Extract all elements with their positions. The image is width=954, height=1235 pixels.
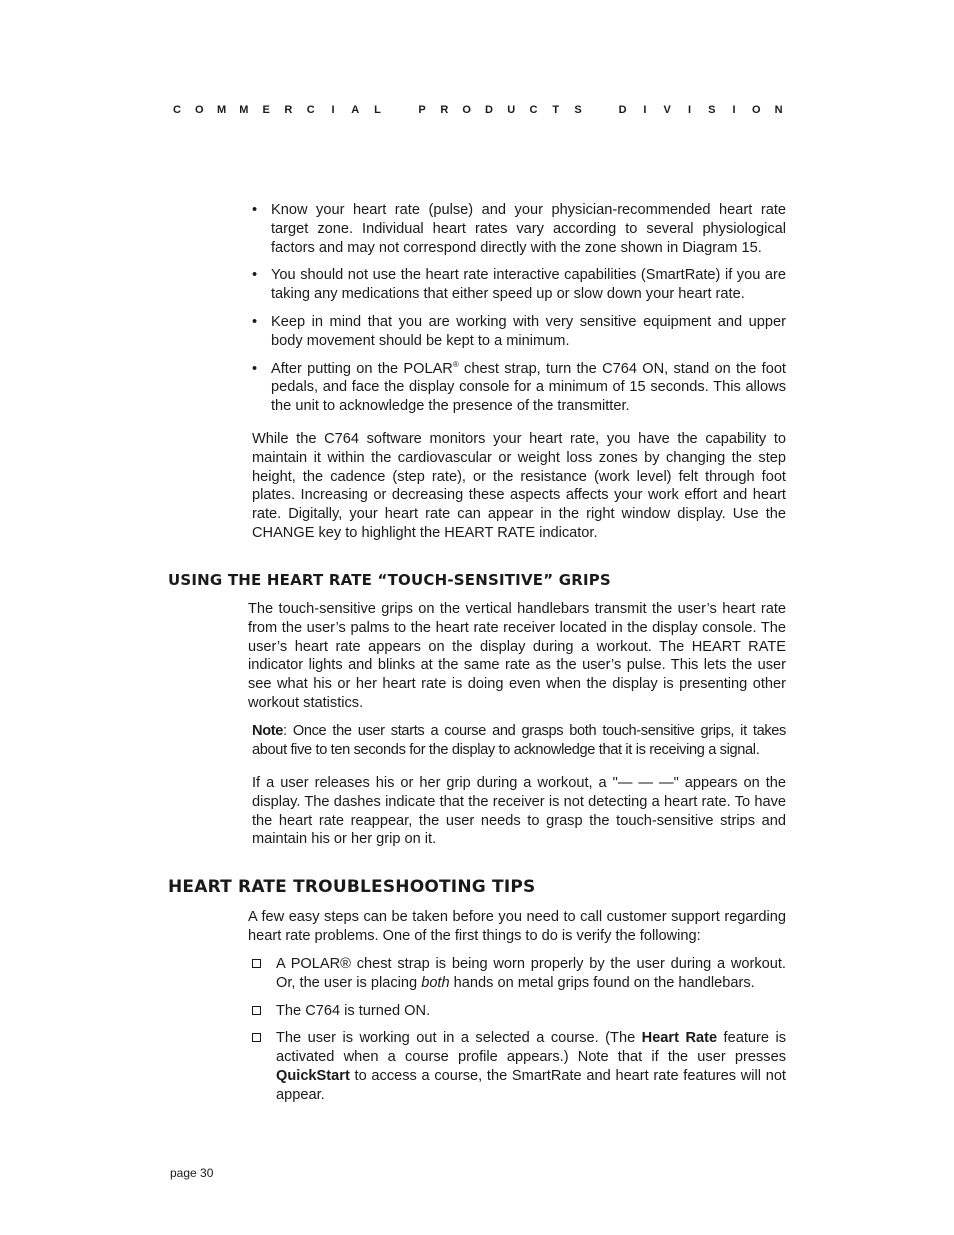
- grips-paragraph: The touch-sensitive grips on the vertical handlebars transmit the user’s heart rate from the user’s palms to the heart rate receiver located in the display console. The user’s heart rate appears on the display during a workout. The HEART RATE indicator lights and blinks at the same rate as the user’s pulse. This lets the user see what his or her heart rate is doing even when the display is presenting other workout statistics.: [248, 601, 786, 711]
- note-text: : Once the user starts a course and grasps both touch-sensitive grips, it takes about five to ten seconds for the display to acknowledge that it is receiving a signal.: [252, 723, 786, 758]
- header-letter: A: [351, 104, 360, 116]
- checklist-item: [252, 1002, 786, 1021]
- list-item-text: You should not use the heart rate interactive capabilities (SmartRate) if you are taking any medications that either speed up or slow down your heart rate.: [271, 267, 786, 303]
- checkbox-icon: [252, 959, 261, 968]
- section-heading-tips: HEART RATE TROUBLESHOOTING TIPS: [168, 877, 536, 897]
- list-item-text: Know your heart rate (pulse) and your physician-recommended heart rate target zone. Individual heart rates vary according to several physiological factors and may not correspond directly with the zone shown in Diagram 15.: [271, 202, 786, 256]
- checklist-text: A POLAR® chest strap is being worn properly by the user during a workout. Or, the user is placing: [276, 956, 786, 991]
- header-letter: P: [418, 104, 426, 116]
- header-letter: C: [529, 104, 538, 116]
- list-item-text: Keep in mind that you are working with very sensitive equipment and upper body movement should be kept to a minimum.: [271, 313, 786, 349]
- emphasis-text: both: [421, 974, 450, 991]
- list-item: • After putting on the POLAR® chest strap, turn the C764 ON, stand on the foot pedals, and face the display console for a minimum of 15 seconds. This allows the unit to acknowledge the presence of the transmitter.: [252, 359, 786, 415]
- checkbox-icon: [252, 1006, 261, 1015]
- checklist-text: to access a course, the SmartRate and heart rate features will not appear.: [276, 1067, 786, 1103]
- checkbox-icon: [252, 1033, 261, 1042]
- monitor-paragraph: While the C764 software monitors your heart rate, you have the capability to maintain it within the cardiovascular or weight loss zones by changing the step height, the cadence (step rate), or the resistance (work level) felt through foot plates. Increasing or decreasing these aspects affects your work effort and heart rate. Digitally, your heart rate can appear in the right window display. Use the CHANGE key to highlight the HEART RATE indicator.: [252, 431, 786, 541]
- list-item-text: After putting on the POLAR: [271, 360, 453, 377]
- header-letter: I: [643, 104, 647, 116]
- header-letter: D: [618, 104, 627, 116]
- header-letter: I: [331, 104, 335, 116]
- list-item: • You should not use the heart rate interactive capabilities (SmartRate) if you are taking any medications that either speed up or slow down your heart rate.: [252, 267, 786, 303]
- header-letter: O: [462, 104, 471, 116]
- header-letter: C: [173, 104, 181, 116]
- checklist-item: [252, 955, 786, 993]
- grip-release-paragraph: If a user releases his or her grip during a workout, a "— — —" appears on the display. The dashes indicate that the receiver is not detecting a heart rate. To have the heart rate reappear, the user needs to grasp the touch-sensitive strips and maintain his or her grip on it.: [252, 775, 786, 848]
- header-letter: M: [239, 104, 249, 116]
- header-letter: D: [484, 104, 493, 116]
- section-heading-grips: USING THE HEART RATE “TOUCH-SENSITIVE” GRIPS: [168, 571, 611, 589]
- list-item-text: chest strap, turn the C764 ON, stand on the foot pedals, and face the display console for a minimum of 15 seconds. This allows the unit to acknowledge the presence of the transmitter.: [271, 360, 786, 415]
- header-letter: S: [574, 104, 582, 116]
- list-item: • Keep in mind that you are working with very sensitive equipment and upper body movement should be kept to a minimum.: [252, 313, 786, 349]
- checklist-text: feature is activated when a course profile appears.) Note that if the user presses: [276, 1030, 786, 1066]
- note-paragraph: [252, 722, 786, 760]
- header-letter: I: [732, 104, 736, 116]
- header-letter: U: [507, 104, 516, 116]
- bold-text: Heart Rate: [641, 1030, 718, 1047]
- list-item: • Know your heart rate (pulse) and your physician-recommended heart rate target zone. Individual heart rates vary according to several physiological factors and may not correspond directly with the zone shown in Diagram 15.: [252, 202, 786, 256]
- header-letter: S: [708, 104, 716, 116]
- header-letter: E: [262, 104, 270, 116]
- registered-mark: ®: [452, 359, 459, 369]
- tips-intro-paragraph: A few easy steps can be taken before you need to call customer support regarding heart rate problems. One of the first things to do is verify the following:: [248, 909, 786, 944]
- header-letter: N: [774, 104, 783, 116]
- checklist-text: The C764 is turned ON.: [276, 1002, 431, 1019]
- header-letter: O: [752, 104, 761, 116]
- page-number: page 30: [170, 1166, 214, 1180]
- note-label: Note: [252, 723, 284, 739]
- header-letter: R: [284, 104, 293, 116]
- header-letter: V: [663, 104, 671, 116]
- header-letter: C: [306, 104, 315, 116]
- precaution-list: [252, 201, 786, 425]
- header-letter: R: [440, 104, 449, 116]
- checklist-item: [252, 1029, 786, 1104]
- bold-text: QuickStart: [276, 1067, 350, 1084]
- running-header: [171, 104, 785, 116]
- header-letter: O: [195, 104, 204, 116]
- header-letter: [594, 104, 606, 116]
- header-letter: [394, 104, 406, 116]
- checklist-text: The user is working out in a selected a course. (The: [276, 1030, 642, 1047]
- header-letter: T: [552, 104, 560, 116]
- header-letter: M: [216, 104, 227, 116]
- checklist: [252, 955, 786, 1114]
- checklist-text: hands on metal grips found on the handlebars.: [449, 974, 755, 991]
- header-letter: I: [687, 104, 691, 116]
- header-letter: L: [374, 104, 381, 116]
